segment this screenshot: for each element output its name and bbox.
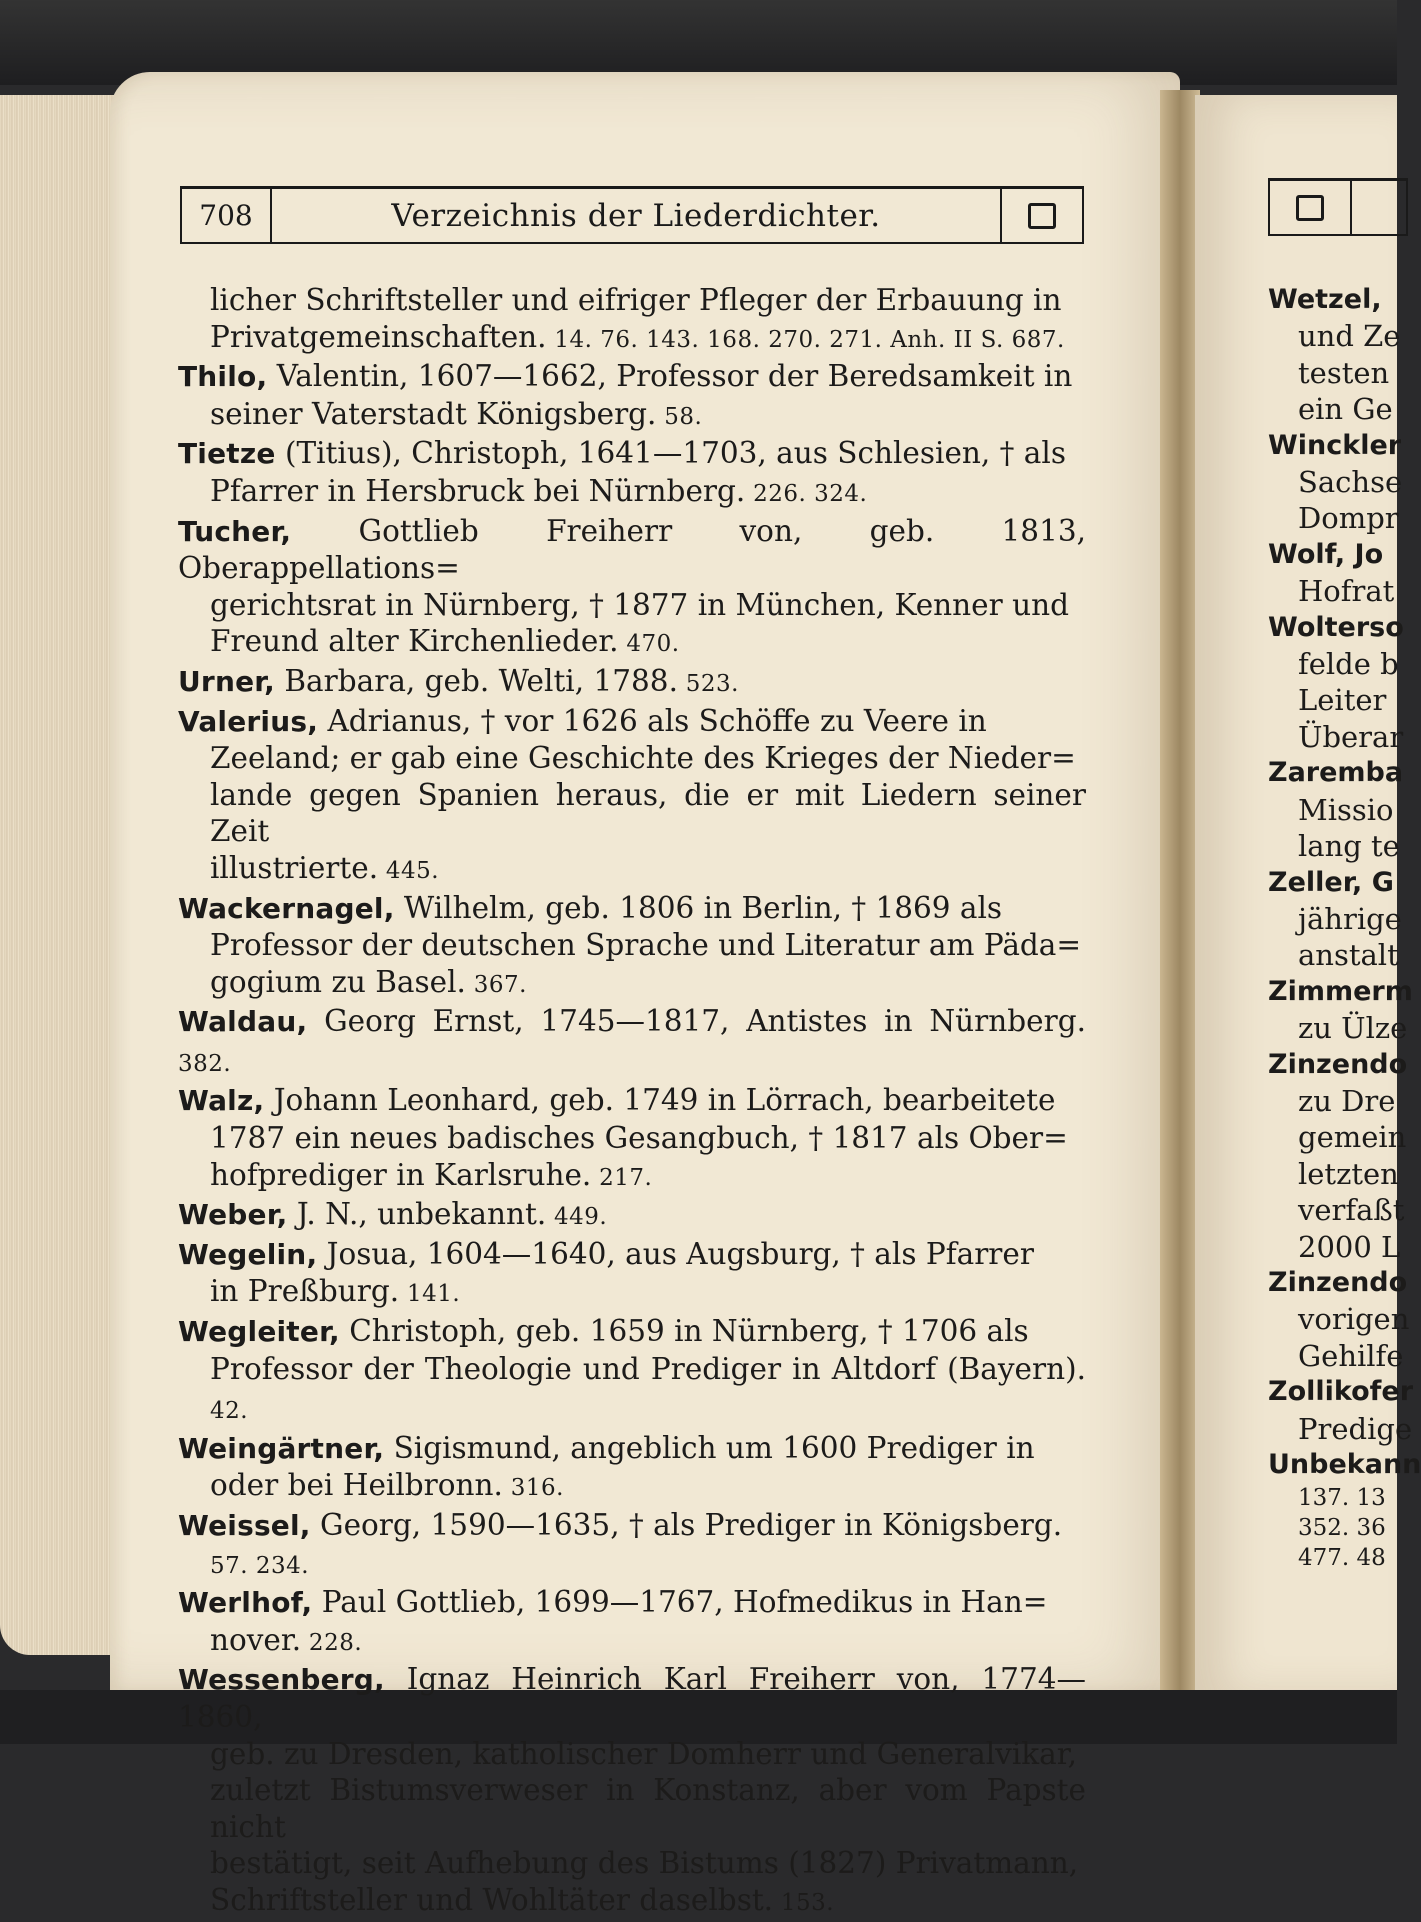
entry-text: Valentin, 1607—1662, Professor der Beredsamkeit in — [267, 359, 1073, 394]
entry-continuation-line — [178, 1157, 1086, 1197]
entry-text: licher Schriftsteller und eifriger Pfleger der Erbauung in — [210, 283, 1062, 317]
entry-text: Sigismund, angeblich um 1600 Prediger in — [384, 1430, 1035, 1465]
entry — [178, 1196, 1086, 1236]
entry-text: Wilhelm, geb. 1806 in Berlin, † 1869 als — [394, 890, 1003, 925]
entry-text: Adrianus, † vor 1626 als Schöffe zu Veere in — [318, 703, 987, 738]
entry-name: Wegleiter, — [178, 1315, 340, 1349]
right-page-line: gemein — [1298, 1120, 1407, 1155]
entry — [178, 1313, 1086, 1430]
page-number: 708 — [182, 189, 272, 242]
entry-text: hofprediger in Karlsruhe. — [210, 1157, 592, 1192]
entry-text: illustrierte. — [210, 850, 379, 885]
entry-text: gogium zu Basel. — [210, 964, 466, 999]
entry-text: in Preßburg. — [210, 1274, 400, 1309]
page-title: Verzeichnis der Liederdichter. — [391, 197, 881, 234]
right-page-line: Zollikofer — [1268, 1376, 1414, 1408]
entry-continuation-line — [178, 927, 1086, 964]
entry-continuation-line — [178, 740, 1086, 777]
entry-first-line — [178, 1430, 1086, 1468]
right-page-line: Überar — [1298, 719, 1404, 754]
header-ornament — [1270, 181, 1352, 234]
entry — [178, 358, 1086, 435]
entry-continuation-line — [178, 587, 1086, 624]
entry-continuation-line — [178, 1273, 1086, 1313]
entry-first-line — [178, 282, 1086, 319]
entry-continuation-line — [178, 396, 1086, 436]
entry-first-line — [178, 1003, 1086, 1082]
entry-first-line — [178, 358, 1086, 396]
right-page-line: Missio — [1298, 792, 1394, 827]
entry-first-line — [178, 435, 1086, 473]
entry-continuation-line — [178, 1845, 1086, 1882]
entry-text: lande gegen Spanien heraus, die er mit Liedern seiner Zeit — [210, 777, 1086, 849]
entry-song-refs: 449. — [546, 1204, 608, 1231]
right-page-line: Zinzendo — [1268, 1266, 1408, 1298]
entry-text: seiner Vaterstadt Königsberg. — [210, 396, 657, 431]
right-page-line: zu Dre — [1298, 1083, 1396, 1118]
entry-song-refs: 523. — [677, 670, 739, 697]
right-page-line: Zaremba — [1268, 757, 1404, 789]
right-page-line: Zinzendo — [1268, 1048, 1408, 1080]
entry-name: Walz, — [178, 1084, 265, 1118]
entry-first-line — [178, 663, 1086, 703]
entry-text: Josua, 1604—1640, aus Augsburg, † als Pfarrer — [317, 1236, 1034, 1271]
right-page-line: verfaßt — [1298, 1193, 1405, 1228]
entry-text: 1787 ein neues badisches Gesangbuch, † 1817 als Ober= — [210, 1121, 1068, 1156]
right-page-line: felde b — [1298, 647, 1399, 682]
right-page-line: anstalt — [1298, 938, 1399, 973]
header-ornament — [1000, 189, 1082, 242]
entry-text: Georg, 1590—1635, † als Prediger in Königsberg. — [310, 1508, 1063, 1542]
entry-text: oder bei Heilbronn. — [210, 1468, 503, 1503]
entry-continuation-line — [178, 1351, 1086, 1430]
right-page-line: zu Ülze — [1298, 1011, 1408, 1046]
entry-song-refs: 42. — [210, 1398, 249, 1425]
entry — [178, 282, 1086, 358]
entry-name: Wegelin, — [178, 1237, 318, 1271]
entry-name: Tucher, — [178, 514, 292, 548]
entry-name: Weingärtner, — [178, 1431, 385, 1465]
entry-continuation-line — [178, 1736, 1086, 1773]
entry-continuation-line — [178, 1467, 1086, 1507]
entry-song-refs: 217. — [591, 1164, 653, 1191]
entry-song-refs: 226. 324. — [745, 480, 868, 507]
entry — [178, 1236, 1086, 1313]
entry-first-line — [178, 1196, 1086, 1236]
entry-text: J. N., unbekannt. — [287, 1197, 547, 1232]
right-page-line: und Ze — [1298, 319, 1401, 354]
entry-song-refs: 141. — [399, 1281, 461, 1308]
entry — [178, 663, 1086, 703]
entry-first-line — [178, 1082, 1086, 1120]
entry-continuation-line — [178, 1622, 1086, 1662]
entry-text: Professor der deutschen Sprache und Literatur am Päda= — [210, 928, 1082, 963]
entry-text: Privatgemeinschaften. — [210, 319, 547, 354]
entry-name: Tietze — [178, 437, 276, 471]
right-page-header — [1268, 178, 1408, 236]
right-page-line: Leiter — [1298, 683, 1387, 718]
book-gutter — [1160, 90, 1200, 1690]
entry-continuation-line — [178, 1545, 1086, 1585]
entry — [178, 435, 1086, 512]
right-page-line: Unbekann — [1268, 1449, 1421, 1480]
entry — [178, 1661, 1086, 1921]
right-page-line: jährige — [1298, 901, 1402, 936]
entry-text: Johann Leonhard, geb. 1749 in Lörrach, bearbeitete — [264, 1083, 1056, 1118]
entry-continuation-line — [178, 319, 1086, 359]
entry-name: Waldau, — [178, 1005, 308, 1039]
entry-text: Gottlieb Freiherr von, geb. 1813, Oberappellations= — [178, 513, 1086, 586]
entry-text: Zeeland; er gab eine Geschichte des Krieges der Nieder= — [210, 741, 1076, 776]
entry-song-refs: 228. — [301, 1629, 363, 1656]
entry — [178, 1430, 1086, 1507]
entry-list — [178, 282, 1086, 1922]
entry-continuation-line — [178, 850, 1086, 890]
right-page-line: Winckler — [1268, 429, 1402, 461]
entry-name: Valerius, — [178, 704, 319, 738]
right-page-line: Zimmerm — [1268, 975, 1413, 1007]
entry-name: Urner, — [178, 664, 275, 698]
entry-continuation-line — [178, 964, 1086, 1004]
entry-name: Wessenberg, — [178, 1663, 385, 1697]
square-icon — [1028, 203, 1056, 229]
right-page-line: letzten — [1298, 1156, 1399, 1191]
page-edges — [0, 95, 125, 1655]
entry — [178, 890, 1086, 1004]
entry-text: Pfarrer in Hersbruck bei Nürnberg. — [210, 473, 746, 508]
right-page-line: Wolf, Jo — [1268, 538, 1384, 570]
entry-first-line — [178, 703, 1086, 741]
entry — [178, 1003, 1086, 1082]
entry-text: nover. — [210, 1622, 302, 1657]
entry-song-refs: 470. — [618, 631, 680, 658]
entry-first-line — [178, 890, 1086, 928]
entry-text: zuletzt Bistumsverweser in Konstanz, aber vom Papste nicht — [210, 1773, 1086, 1844]
entry-continuation-line — [178, 623, 1086, 663]
right-page-line: Wolterso — [1268, 611, 1404, 643]
entry-text: Professor der Theologie und Prediger in Altdorf (Bayern). — [210, 1351, 1086, 1386]
right-page-line: Dompr — [1298, 501, 1399, 536]
right-page-line: vorigen — [1298, 1302, 1410, 1337]
entry-first-line — [178, 1313, 1086, 1351]
right-page-line: 2000 L — [1298, 1229, 1401, 1264]
entry-text: Freund alter Kirchenlieder. — [210, 624, 619, 659]
entry-name: Thilo, — [178, 360, 268, 394]
entry-song-refs: 58. — [656, 403, 703, 430]
entry-first-line — [178, 1661, 1086, 1735]
right-page-line: Zeller, G — [1268, 866, 1394, 898]
right-page-line: lang te — [1298, 829, 1400, 864]
entry-continuation-line — [178, 1120, 1086, 1157]
right-page-line: 352. 36 — [1298, 1515, 1386, 1542]
entry-text: gerichtsrat in Nürnberg, † 1877 in München, Kenner und — [210, 587, 1069, 622]
entry-first-line — [178, 513, 1086, 587]
entry-name: Wackernagel, — [178, 891, 395, 925]
entry-song-refs: 445. — [378, 857, 440, 884]
entry-name: Werlhof, — [178, 1586, 313, 1620]
entry — [178, 1507, 1086, 1584]
entry-text: Schriftsteller und Wohltäter daselbst. — [210, 1882, 774, 1917]
entry-song-refs: 153. — [773, 1889, 835, 1916]
right-page-line: 477. 48 — [1298, 1545, 1386, 1572]
right-page-text — [1268, 282, 1421, 1573]
entry-name: Weissel, — [178, 1509, 311, 1542]
entry-text: Barbara, geb. Welti, 1788. — [275, 663, 678, 698]
entry-first-line — [178, 1507, 1086, 1545]
entry-text: Christoph, geb. 1659 in Nürnberg, † 1706 als — [339, 1314, 1029, 1349]
right-page-line: testen — [1298, 355, 1390, 390]
entry-text: Georg Ernst, 1745—1817, Antistes in Nürnberg. — [307, 1004, 1086, 1039]
entry-text: (Titius), Christoph, 1641—1703, aus Schlesien, † als — [275, 436, 1066, 471]
entry-first-line — [178, 1236, 1086, 1274]
entry — [178, 1082, 1086, 1196]
right-page-line: 137. 13 — [1298, 1485, 1386, 1512]
entry-name: Weber, — [178, 1198, 288, 1232]
entry — [178, 703, 1086, 890]
entry-song-refs: 367. — [465, 971, 527, 998]
entry-text: Paul Gottlieb, 1699—1767, Hofmedikus in Han= — [312, 1585, 1048, 1620]
entry-text: Ignaz Heinrich Karl Freiherr von, 1774—1860, — [178, 1662, 1086, 1734]
page-header — [180, 186, 1084, 244]
entry-song-refs: 57. 234. — [210, 1552, 310, 1579]
entry-continuation-line — [178, 1772, 1086, 1845]
entry-song-refs: 316. — [502, 1475, 564, 1502]
entry-continuation-line — [178, 473, 1086, 513]
entry — [178, 1584, 1086, 1661]
right-page-line: Gehilfe — [1298, 1338, 1404, 1373]
square-icon — [1296, 195, 1324, 221]
right-page-line: Hofrat — [1298, 574, 1395, 609]
right-page-line: Predige — [1298, 1411, 1413, 1446]
entry-song-refs: 14. 76. 143. 168. 270. 271. Anh. II S. 687. — [546, 326, 1065, 353]
entry-first-line — [178, 1584, 1086, 1622]
right-page-line: ein Ge — [1298, 392, 1393, 427]
entry-text: bestätigt, seit Aufhebung des Bistums (1827) Privatmann, — [210, 1846, 1079, 1881]
entry-continuation-line — [178, 777, 1086, 850]
entry — [178, 513, 1086, 663]
right-page-line: Sachse — [1298, 465, 1403, 500]
entry-song-refs: 382. — [178, 1050, 232, 1077]
entry-text: geb. zu Dresden, katholischer Domherr und Generalvikar, — [210, 1736, 1077, 1771]
entry-continuation-line — [178, 1882, 1086, 1922]
right-page-line: Wetzel, — [1268, 284, 1382, 315]
